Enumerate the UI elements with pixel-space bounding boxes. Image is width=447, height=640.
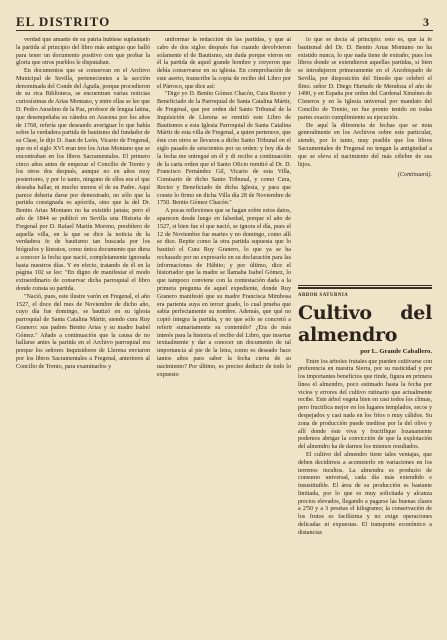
paragraph: El cultivo del almendro tiene tales ventajas, que deben decidirnos a acometerlo en variaciones en los terrenos incultos. La almendra es producto de consumo universal, cada día más extendido e insustituible. El área de su producción es bastante limitada, por lo que es muy solicitada y alcanza precios elevados, llegando a pagarse las buenas clases a 2'50 y a 3 pesetas el kilogramo; la conservación de los frutos es facilísima y no exige operaciones delicadas ni expuestas. El transporte económico a distancias xyxy=(298,451,432,536)
column-3-bottom xyxy=(298,359,432,637)
article-byline: por L. Grande Caballero. xyxy=(360,347,432,355)
article-title: Cultivo del almendro xyxy=(298,301,432,346)
divider-thin xyxy=(298,285,432,286)
page-number: 3 xyxy=(423,15,429,29)
paragraph: A pocas reflexiones que se hagan sobre estos datos, aparecen desde luego en falsedad, porque el año de 1527, si bien fue el que nació, se ignora el día, pues el 12 de Noviembre fue martes y no domingo, como allí se dice. Repite como la otra partida supuesta que lo bautizó el Cura Ruy Granero, lo que ya se ha rechazado por no expresarlo en su declaración para las informaciones de Hábito; y por último, dice el historiador que la madre se llamaba Isabel Gómez, lo que tampoco conviene con la contestación dada a la primera pregunta de aquel expediente, donde Ruy Granero manifestó que su madre Francisca Mimbosa era parienta suya en tercer grado, lo cual prueba que sabía perfectamente su nombre. Además, que qué no copió íntegra la partida, y no que sólo se concretó a referir sumariamente su contenido? ¿Era de más interés para la historia el recibo del Libro, que insertar textualmente y dar a conocer un documento de tal importancia al pie de la letra, como es deseado hace tantos años para saber la fecha cierta de su nacimiento? Por último, es preciso deducir de todo lo expuesto xyxy=(157,208,291,378)
paragraph: uniformar la redacción de las partidas, y que al cabo de dos siglos después fue cuando devolvieron solamente el de Bautismo, sin duda porque vieron en él la partida de aquel grande hombre y creyeron que debía conservarse en su iglesia. En comprobación de este aserto, transcribe la copia de recibo del Libro por el Párroco, que dice así: xyxy=(157,37,291,90)
divider-thick xyxy=(298,287,432,289)
section-label: ARBOR SATURNIA xyxy=(298,293,349,298)
column-3 xyxy=(298,37,432,637)
paragraph: Entre los árboles frutales que pueden cultivarse con preferencia en nuestra Sierra, por su rusticidad y por los importantes beneficios que rinde, figura en primera línea el almendro, poco estimado hasta la fecha por vicios y errores del cultivo rutinario que actualmente recibe. Este árbol vegeta bien en casi todos los climas, pero fructifica mejor en los lugares templados, secos y despejados y casi nada en los fríos o muy cálidos. Su zona de producción puede medirse por la del olivo y allí donde éste viva y fructifique lozanamente podemos abrigar la convicción de que la explotación del almendro ha de darnos los mismos resultados. xyxy=(298,358,432,451)
paragraph: En documentos que se conservan en el Archivo Municipal de Sevilla, pertenecientes a la sección denominada del Conde del Águila, porque procedieron de su rica Biblioteca, se encuentran varias noticias curiosísimas de Arias Montano, y entre ellas se lee que D. Pedro Anselmo de la Paz, profesor de lengua latina, que desempeñaba su cátedra en Aracena por los años de 1768, refería que deseando averiguar lo que había sobre la verdadera partida de bautismo del fundador de su Clase, le dijo D. Juan de León, Vicario de Fregenal, que en el siglo XVI eran tres los Arias Montano que se encontraban en los libros Sacramentales. El primero cinco años antes de empezar el Concilio de Trento y los otros dos después, aunque no en años muy posteriores, y por lo tanto, ninguno de ellos era el que deseaba hallar, ni mucho menos el de su Padre. Aquí parece deberia darse por demostrado, no sólo que la partida consignada es apócrifa, sino que la del Dr. Benito Arias Montano no ha existido jamás; pero el año de 1844 se publicó en Sevilla una Historia de Fregenal por D. Rafael Martín Moreno, presbítero de aquella villa, en la que se dice la noticia de la verdadera fe de bautismo tan buscada por los biógrafos y literatos, como única documento que diera a conocer la fecha que nació, completamente ignorada hasta nuestros días. Y en efecto, tratando de él en la página 102 se lee: "En digno de manifestar el modo extraordinario de conservar dicha parroquial el libro donde consta su partida. xyxy=(16,68,150,292)
page-header xyxy=(16,8,433,31)
newspaper-title: EL DISTRITO xyxy=(16,14,111,29)
column-1 xyxy=(16,37,150,637)
continuation-note: (Continuará). xyxy=(397,171,432,179)
paragraph: De aquí la diferencia de fechas que se nota generalmente en los Archivos sobre este particular, siendo, por lo tanto, muy posible que los libros Sacramentales de Fregenal no tengan la antigüedad a que se eleva el nacimiento del más célebre de sus hijos. xyxy=(298,122,432,168)
paragraph: "Digo yo D. Benito Gómez Chacón, Cura Rector y Beneficiado de la Parroquial de Santa Catalina Mártir, de Fregenal, que por orden del Santo Tribunal de la Inquisición de Llerena se remitió este Libro de Bautismos a esta Iglesia Parroquial de Santa Catalina Mártir de esta villa de Fregenal, a quien pertenece, que éste con otros se llevaron a dicho Santo Tribunal en el siglo pasado de seiscientos por su orden: y hoy día de la fecha me entregué en él y di recibo a continuación de la carta orden que el Santo Oficio remitió al Dr. D. Francisco Fernández Gil, Vicario de esta Villa, Comisario de dicho Santo Tribunal, y como Cura, Rector y Beneficiado de dicha Iglesia, y para que conste lo firmo en dicha Villa día 28 de Noviembre de 1750. Benito Gómez Chacón." xyxy=(157,91,291,207)
column-3-top xyxy=(298,37,432,281)
paragraph: verdad que amante de su patria hubiese suplantado la partida al principio del libro más antiguo que halló para tener un documento positivo con que probar la gloria que otros pueblos le disputaban. xyxy=(16,37,150,67)
text-columns xyxy=(16,37,433,637)
column-2 xyxy=(157,37,291,637)
paragraph: lo que se decía al principio: esto es, que la fe bautismal del Dr. D. Benito Arias Montano no ha existido nunca, lo que nada tiene de extraño; pues los libros donde se extendieron aquellas partidas, si bien se introdujeron primeramente en el Arzobispado de Sevilla, por disposición del Sínodo que celebró el Ilmo. señor D. Diego Hurtado de Mendoza el año de 1490, y en España por orden del Cardenal Ximénes de Cisneros y en la Iglesia universal por mandato del Concilio de Trento, no fue pronto tenido en todas partes exacto cumplimiento su ejecución. xyxy=(298,37,432,121)
paragraph: "Nació, pues, este ilustre varón en Fregenal, el año 1527, el doce del mes de Noviembre de dicho año, cuyo día fue domingo, se bautizó en su iglesia parroquial de Santa Catalina Mártir, siendo cura Ruy Granero: sus padres Benito Arias y su madre Isabel Gómez." Añade a continuación que la causa de no hallarse antes la partida en el Archivo parroquial era porque los señores Inquisidores de Llerena enviaron por los libros Sacramentales a Fregenal, anteriores al Concilio de Trento, para examinarlos y xyxy=(16,293,150,370)
